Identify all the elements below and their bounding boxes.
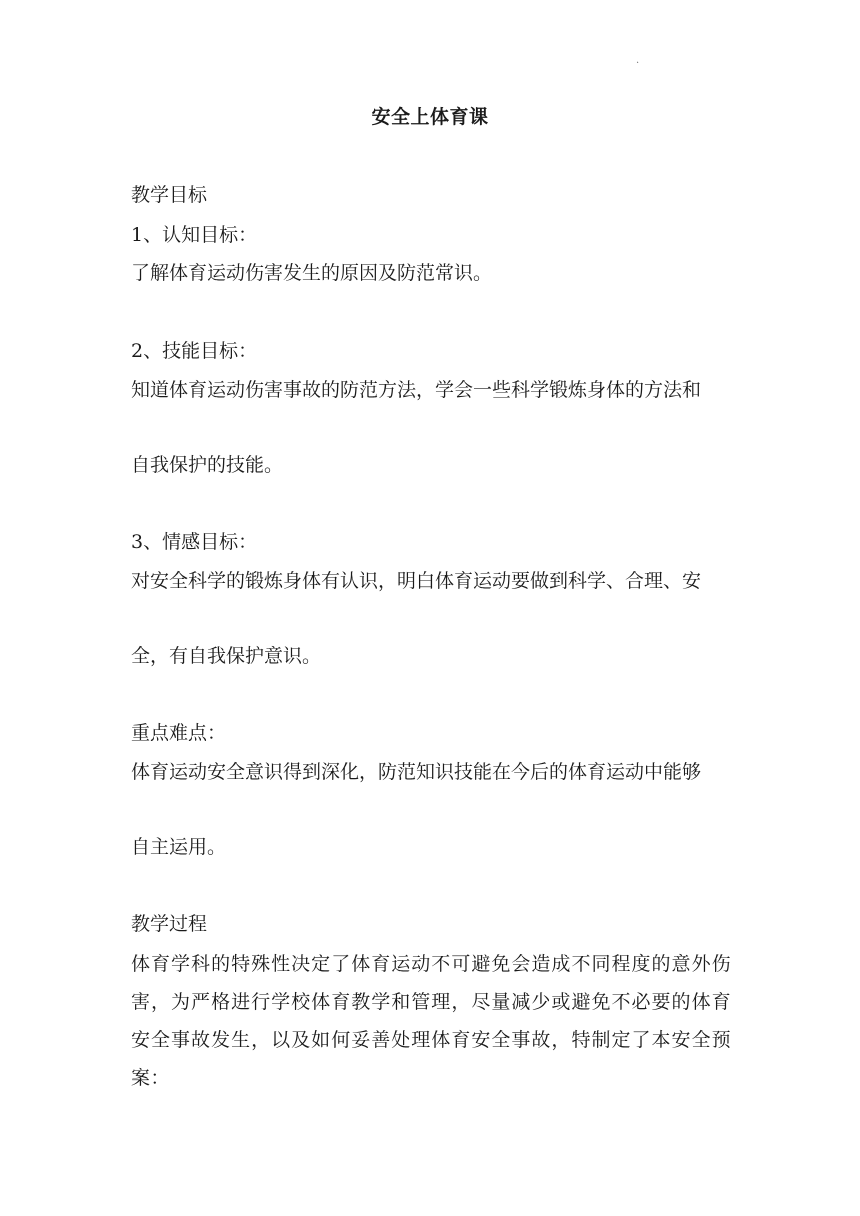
- header-dot-mark: .: [636, 55, 640, 66]
- key-points-heading: 重点难点：: [131, 722, 227, 744]
- process-heading: 教学过程: [131, 913, 208, 935]
- process-paragraph: 体育学科的特殊性决定了体育运动不可避免会造成不同程度的意外伤害，为严格进行学校体育教学和管理，尽量减少或避免不必要的体育安全事故发生，以及如何妥善处理体育安全事故，特制定了本安全预案：: [131, 953, 731, 1089]
- document-title: 安全上体育课: [371, 106, 489, 128]
- emotion-objective-line-2: 全，有自我保护意识。: [131, 645, 322, 667]
- emotion-objective-heading: 3、情感目标：: [131, 531, 258, 553]
- cognitive-objective-text: 了解体育运动伤害发生的原因及防范常识。: [131, 262, 493, 284]
- key-points-line-1: 体育运动安全意识得到深化，防范知识技能在今后的体育运动中能够: [131, 761, 702, 783]
- skill-objective-line-2: 自我保护的技能。: [131, 454, 284, 476]
- cognitive-objective-heading: 1、认知目标：: [131, 224, 258, 246]
- objectives-heading: 教学目标: [131, 184, 208, 206]
- skill-objective-heading: 2、技能目标：: [131, 340, 258, 362]
- key-points-line-2: 自主运用。: [131, 836, 227, 858]
- emotion-objective-line-1: 对安全科学的锻炼身体有认识，明白体育运动要做到科学、合理、安: [131, 570, 702, 592]
- skill-objective-line-1: 知道体育运动伤害事故的防范方法，学会一些科学锻炼身体的方法和: [131, 379, 702, 401]
